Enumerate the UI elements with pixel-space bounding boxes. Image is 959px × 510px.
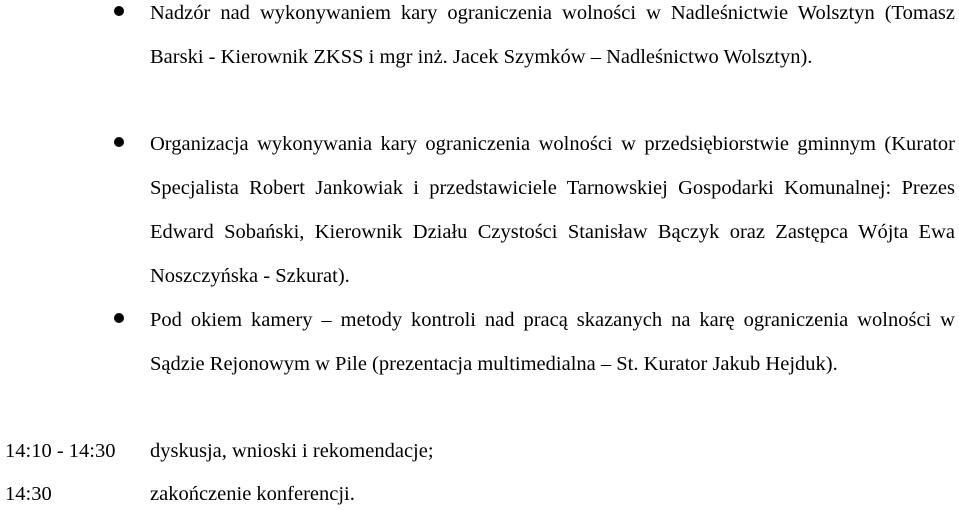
bullet-dot-icon bbox=[114, 313, 124, 323]
agenda-bullet-text: Pod okiem kamery – metody kontroli nad pracą skazanych na karę ograniczenia wolności w Sądzie Rejonowym w Pile (prezentacja multimedialna – St. Kurator Jakub Hejduk). bbox=[150, 309, 955, 375]
schedule-description: dyskusja, wnioski i rekomendacje; bbox=[150, 440, 434, 462]
agenda-bullet-text: Nadzór nad wykonywaniem kary ograniczenia wolności w Nadleśnictwie Wolsztyn (Tomasz Barski - Kierownik ZKSS i mgr inż. Jacek Szymków – Nadleśnictwo Wolsztyn). bbox=[150, 2, 955, 68]
agenda-bullet-item bbox=[0, 122, 955, 298]
schedule-row bbox=[0, 429, 959, 473]
agenda-bullet-item bbox=[0, 0, 955, 79]
schedule-description: zakończenie konferencji. bbox=[150, 483, 355, 505]
agenda-bullet-text: Organizacja wykonywania kary ograniczenia wolności w przedsiębiorstwie gminnym (Kurator Specjalista Robert Jankowiak i przedstawiciele Tarnowskiej Gospodarki Komunalnej: Prezes Edward Sobański, Kierownik Działu Czystości Stanisław Bączyk oraz Zastępca Wójta Ewa Noszczyńska - Szkurat). bbox=[150, 133, 955, 287]
schedule-time: 14:10 - 14:30 bbox=[5, 440, 116, 462]
bullet-dot-icon bbox=[114, 137, 124, 147]
bullet-dot-icon bbox=[114, 6, 124, 16]
schedule-time: 14:30 bbox=[5, 483, 52, 505]
agenda-bullet-item bbox=[0, 298, 955, 386]
schedule-row bbox=[0, 472, 959, 510]
